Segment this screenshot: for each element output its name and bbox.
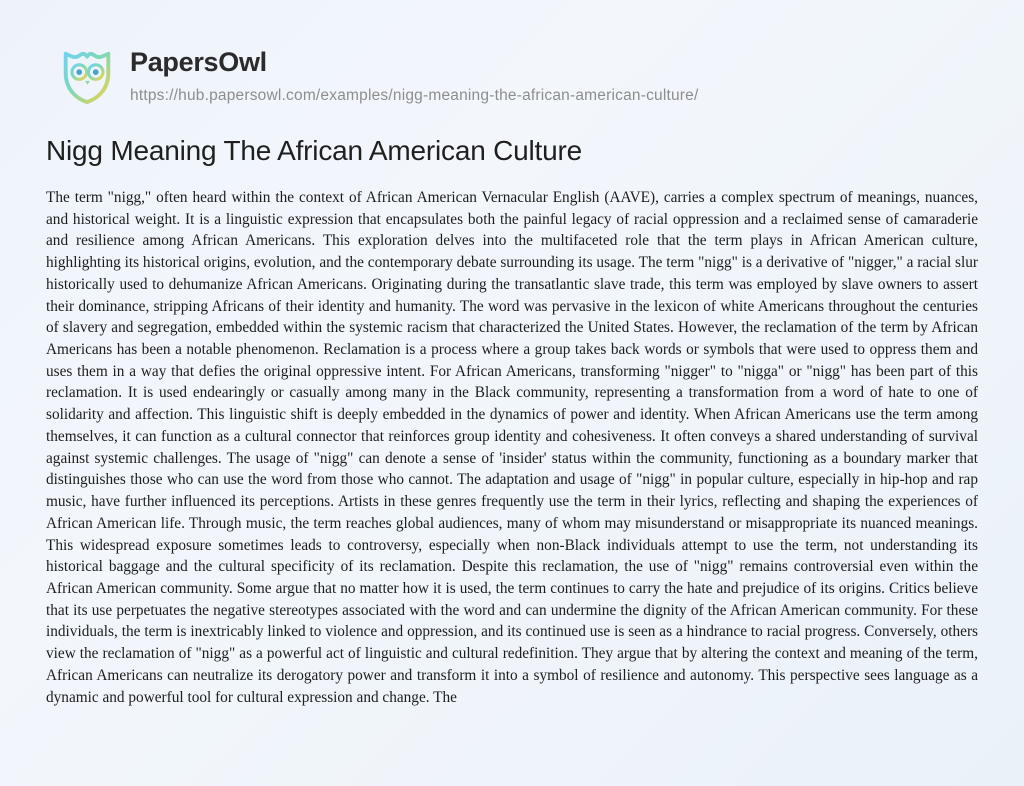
brand-block (130, 40, 980, 105)
site-header (44, 40, 980, 111)
article-container (44, 135, 980, 708)
brand-name: PapersOwl (130, 47, 267, 77)
source-url[interactable]: https://hub.papersowl.com/examples/nigg-meaning-the-african-american-culture/ (130, 86, 699, 104)
logo-container (44, 40, 130, 111)
owl-logo-icon (56, 44, 118, 111)
article-body-text: The term "nigg," often heard within the context of African American Vernacular English (AAVE), carries a complex spectrum of meanings, nuances, and historical weight. It is a linguistic expression that encapsulates both the painful legacy of racial oppression and a reclaimed sense of camaraderie and resilience among African Americans. This exploration delves into the multifaceted role that the term plays in African American culture, highlighting its historical origins, evolution, and the contemporary debate surrounding its usage. The term "nigg" is a derivative of "nigger," a racial slur historically used to dehumanize African Americans. Originating during the transatlantic slave trade, this term was employed by slave owners to assert their dominance, stripping Africans of their identity and humanity. The word was pervasive in the lexicon of white Americans throughout the centuries of slavery and segregation, embedded within the systemic racism that characterized the United States. However, the reclamation of the term by African Americans has been a notable phenomenon. Reclamation is a process where a group takes back words or symbols that were used to oppress them and uses them in a way that defies the original oppressive intent. For African Americans, transforming "nigger" to "nigga" or "nigg" has been part of this reclamation. It is used endearingly or casually among many in the Black community, representing a transformation from a word of hate to one of solidarity and affection. This linguistic shift is deeply embedded in the dynamics of power and identity. When African Americans use the term among themselves, it can function as a cultural connector that reinforces group identity and cohesiveness. It often conveys a shared understanding of survival against systemic challenges. The usage of "nigg" can denote a sense of 'insider' status within the community, functioning as a boundary marker that distinguishes those who can use the word from those who cannot. The adaptation and usage of "nigg" in popular culture, especially in hip-hop and rap music, have further influenced its perceptions. Artists in these genres frequently use the term in their lyrics, reflecting and shaping the experiences of African American life. Through music, the term reaches global audiences, many of whom may misunderstand or misappropriate its nuanced meanings. This widespread exposure sometimes leads to controversy, especially when non-Black individuals attempt to use the term, not understanding its historical baggage and the cultural specificity of its reclamation. Despite this reclamation, the use of "nigg" remains controversial even within the African American community. Some argue that no matter how it is used, the term continues to carry the hate and prejudice of its origins. Critics believe that its use perpetuates the negative stereotypes associated with the word and can undermine the dignity of the African American community. For these individuals, the term is inextricably linked to violence and oppression, and its continued use is seen as a hindrance to racial progress. Conversely, others view the reclamation of "nigg" as a powerful act of linguistic and cultural redefinition. They argue that by altering the context and meaning of the term, African Americans can neutralize its derogatory power and transform it into a symbol of resilience and autonomy. This perspective sees language as a dynamic and powerful tool for cultural expression and change. The (46, 189, 978, 706)
page-title: Nigg Meaning The African American Culture (46, 135, 583, 166)
